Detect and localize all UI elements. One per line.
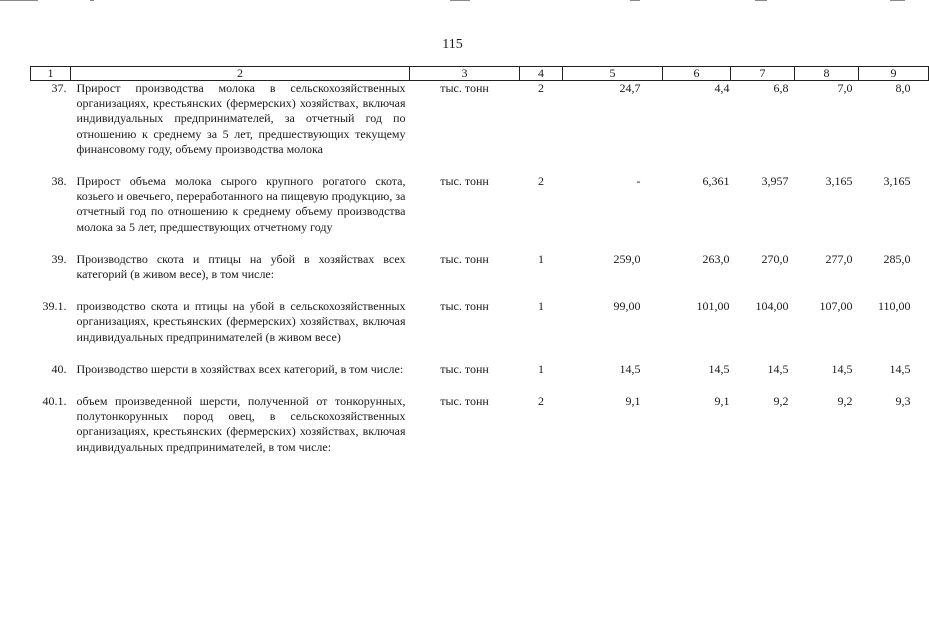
table-row (31, 174, 929, 235)
row-unit: тыс. тонн (440, 394, 489, 409)
row-col6: 4,4 (663, 81, 731, 158)
row-unit: тыс. тонн (440, 251, 489, 266)
row-col6: 9,1 (714, 394, 730, 409)
row-unit: тыс. тонн (440, 299, 489, 314)
row-col9: 9,3 (895, 394, 911, 409)
row-col5: 259,0 (613, 251, 641, 266)
row-col7: 14,5 (767, 361, 789, 376)
column-header: 2 (71, 67, 410, 81)
row-col9: 110,00 (877, 299, 911, 314)
row-col4: 1 (538, 251, 544, 266)
table-row (31, 252, 929, 282)
row-col8: 107,00 (819, 299, 853, 314)
row-unit: тыс. тонн (440, 361, 489, 376)
row-number: 39.1. (42, 299, 67, 314)
row-description: Производство скота и птицы на убой в хозяйствах всех категорий (в живом весе), в том числе: (76, 251, 406, 282)
column-header: 4 (520, 67, 563, 81)
row-col6: 101,00 (696, 299, 730, 314)
row-col8: 3,165 (825, 174, 853, 189)
row-col5: 99,00 (613, 299, 641, 314)
row-col9: 14,5 (889, 361, 911, 376)
row-col8: 9,2 (837, 394, 853, 409)
row-col4: 2 (520, 81, 563, 158)
row-col4: 1 (538, 361, 544, 376)
row-col8: 277,0 (825, 251, 853, 266)
table-row (31, 81, 929, 158)
row-col7: 104,00 (755, 299, 789, 314)
row-col4: 1 (538, 299, 544, 314)
page-number: 115 (442, 37, 463, 52)
row-number: 38. (51, 174, 67, 189)
row-col7: 3,957 (761, 174, 789, 189)
row-unit: тыс. тонн (440, 174, 489, 189)
row-col5: 24,7 (563, 81, 663, 158)
column-header: 7 (731, 67, 795, 81)
column-header: 3 (410, 67, 520, 81)
row-col6: 14,5 (708, 361, 730, 376)
table-row (31, 394, 929, 455)
table-row (31, 299, 929, 345)
column-header: 1 (31, 67, 71, 81)
row-col4: 2 (538, 394, 544, 409)
column-header: 6 (663, 67, 731, 81)
row-col5: 14,5 (619, 361, 641, 376)
row-description: объем произведенной шерсти, полученной от тонкорунных, полутонкорунных пород овец, в сельскохозяйственных организациях, крестьянских (фермерских) хозяйствах, включая индивидуальных предпринимателей, в том числе: (76, 394, 406, 454)
indicators-table (30, 66, 929, 455)
row-col8: 7,0 (795, 81, 859, 158)
row-col6: 263,0 (702, 251, 730, 266)
row-col8: 14,5 (831, 361, 853, 376)
row-number: 39. (51, 251, 67, 266)
row-number: 40. (51, 361, 67, 376)
row-description: производство скота и птицы на убой в сельскохозяйственных организациях, крестьянских (фермерских) хозяйствах, включая индивидуальных предпринимателей (в живом весе) (76, 299, 406, 344)
row-number: 37. (31, 81, 71, 158)
row-col9: 285,0 (883, 251, 911, 266)
row-col7: 270,0 (761, 251, 789, 266)
row-col7: 9,2 (773, 394, 789, 409)
column-header: 5 (563, 67, 663, 81)
row-col7: 6,8 (731, 81, 795, 158)
row-description: Производство шерсти в хозяйствах всех категорий, в том числе: (76, 361, 404, 376)
row-col5: 9,1 (625, 394, 641, 409)
row-number: 40.1. (42, 394, 67, 409)
row-col6: 6,361 (702, 174, 730, 189)
table-row (31, 362, 929, 377)
row-description: Прирост объема молока сырого крупного рогатого скота, козьего и овечьего, переработанного на пищевую продукцию, за отчетный год по отношению к среднему объему производства молока за 5 лет, предшествующих отчетному году (76, 174, 406, 234)
row-unit: тыс. тонн (410, 81, 520, 158)
table-header-row (31, 67, 929, 81)
row-col9: 3,165 (883, 174, 911, 189)
row-col4: 2 (538, 174, 544, 189)
column-header: 8 (795, 67, 859, 81)
row-description: Прирост производства молока в сельскохозяйственных организациях, крестьянских (фермерских) хозяйствах, включая индивидуальных предпринимателей, за отчетный год по отношению к среднему за 5 лет, предшествующих текущему финансовому году, объему производства молока (71, 81, 410, 158)
row-col5: - (636, 174, 641, 189)
column-header: 9 (859, 67, 929, 81)
row-col9: 8,0 (859, 81, 929, 158)
